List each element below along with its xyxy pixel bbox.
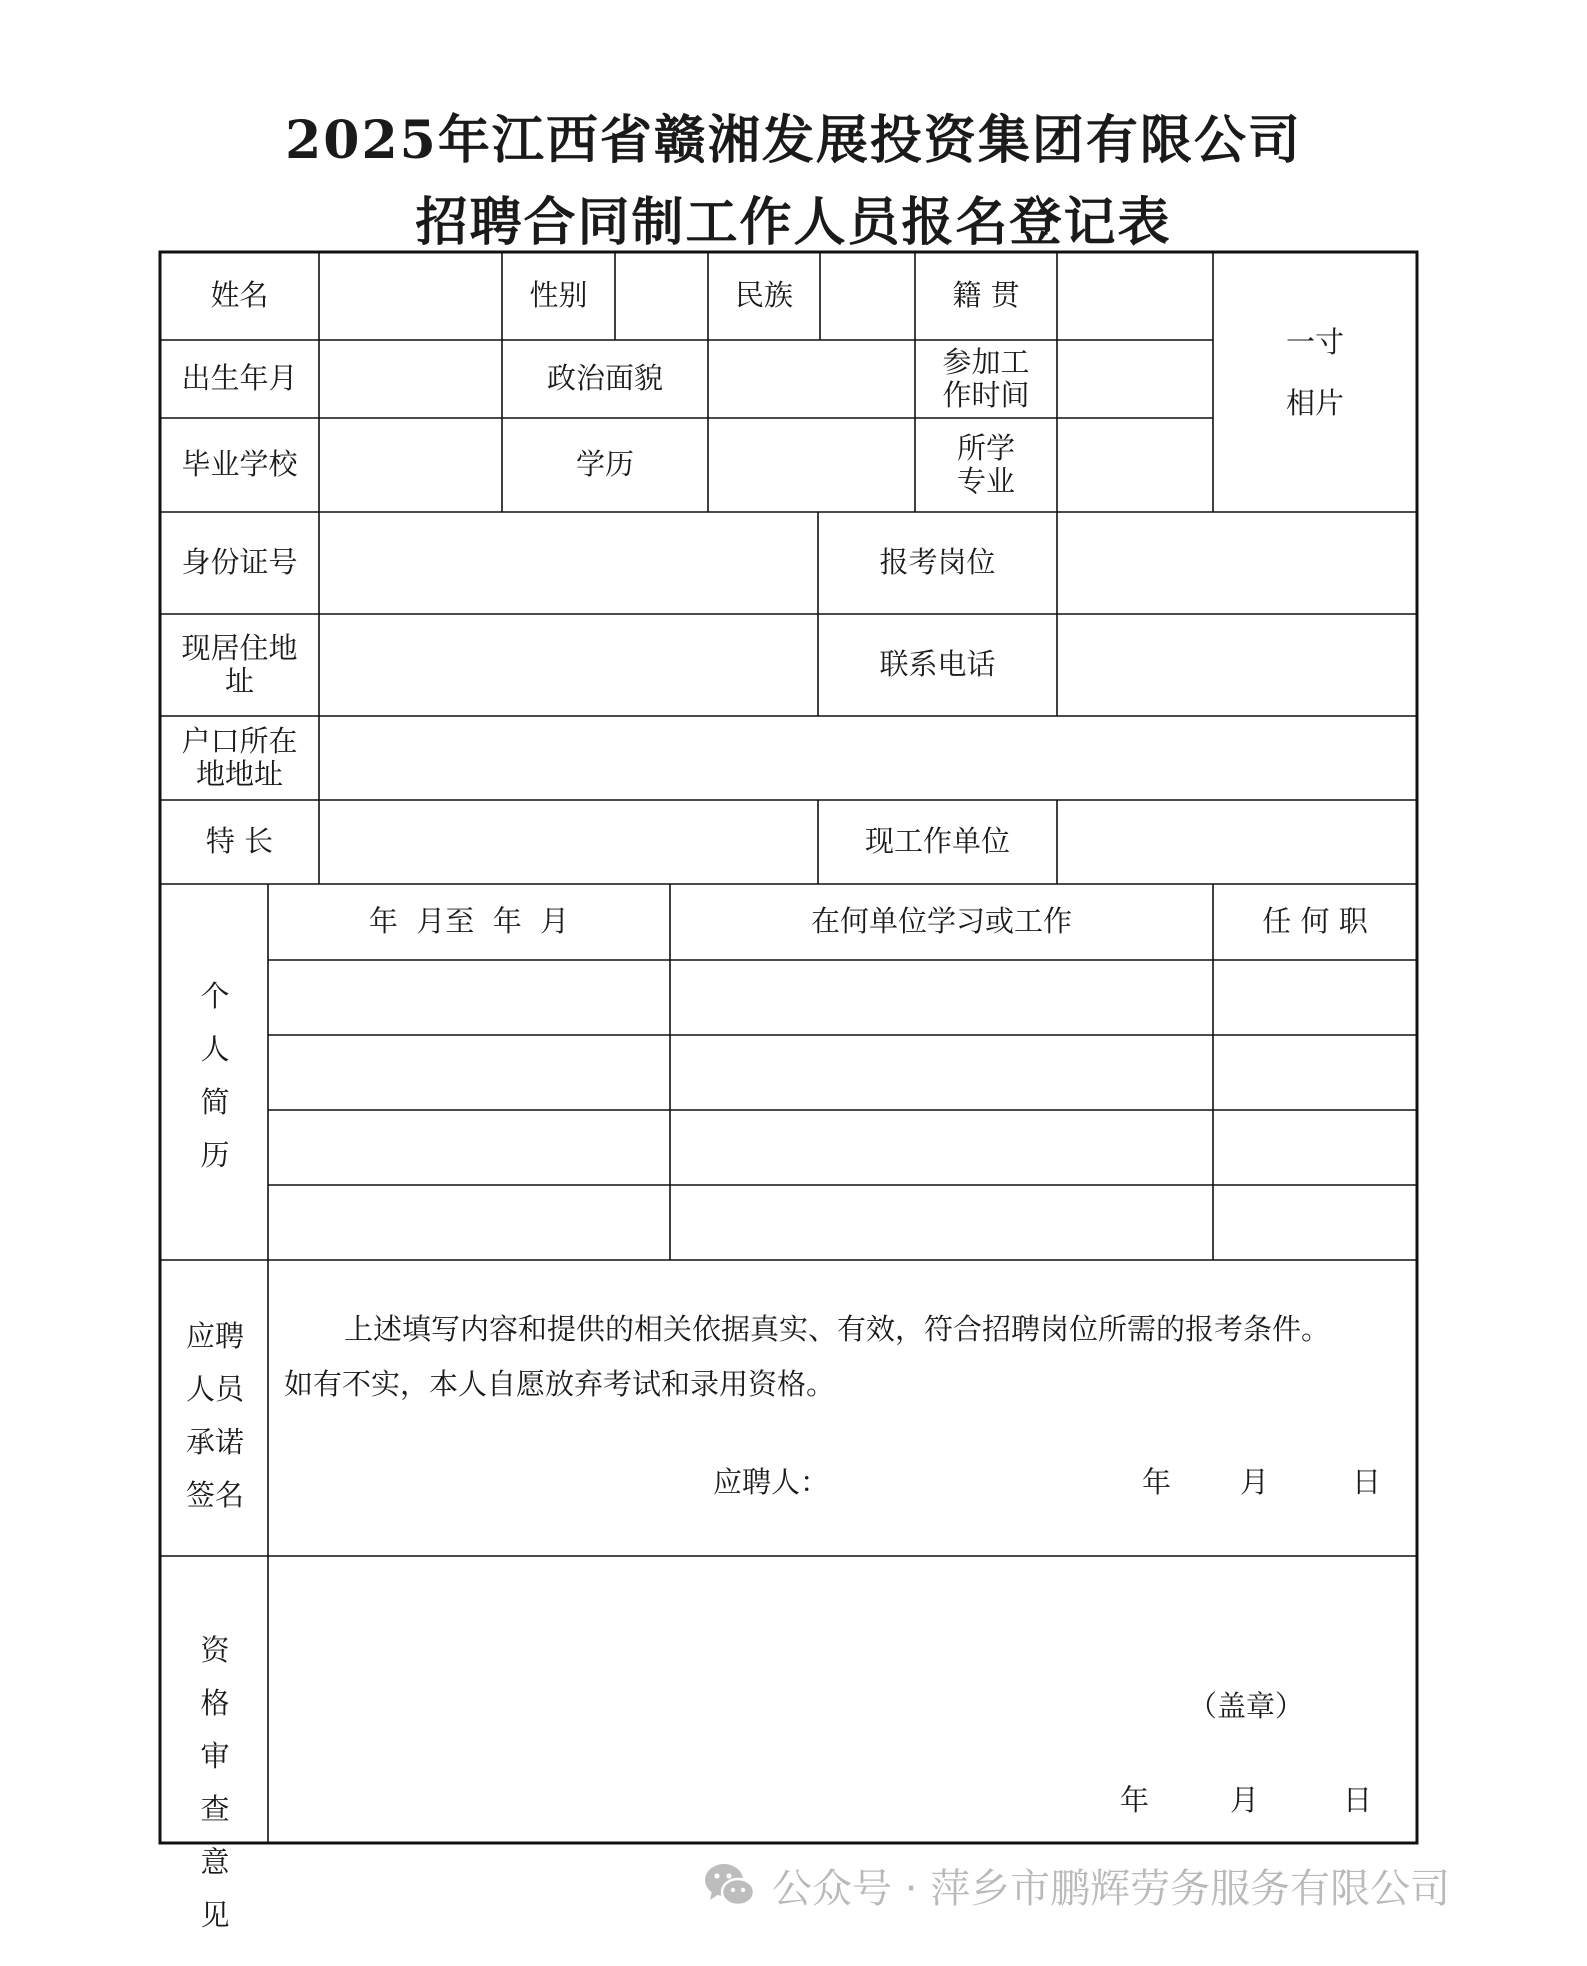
resume-row-where[interactable] (670, 960, 1213, 1035)
resume-row-where[interactable] (670, 1185, 1213, 1260)
review-day: 日 (1343, 1783, 1373, 1817)
watermark-text: 公众号 · 萍乡市鹏辉劳务服务有限公司 (772, 1866, 1451, 1912)
wechat-icon (702, 1858, 758, 1914)
label-ethnicity: 民族 (734, 278, 793, 313)
pledge-section-label: 应聘人员承诺签名 (185, 1319, 244, 1512)
pledge-signer-label: 应聘人： (713, 1465, 830, 1499)
resume-col-where: 在何单位学习或工作 (810, 904, 1072, 939)
resume-row-period[interactable] (268, 1110, 670, 1185)
input-employer[interactable] (1057, 800, 1417, 884)
review-month: 月 (1230, 1783, 1260, 1817)
input-work-start[interactable] (1057, 340, 1213, 418)
review-section-label: 资格审查意见 (200, 1633, 248, 1932)
review-stamp: （盖章） (1188, 1689, 1305, 1723)
review-year: 年 (1120, 1783, 1150, 1817)
pledge-year: 年 (1142, 1465, 1172, 1499)
input-address[interactable] (319, 614, 818, 716)
resume-row-role[interactable] (1213, 1110, 1417, 1185)
label-specialty: 特 长 (205, 824, 274, 859)
resume-row-role[interactable] (1213, 960, 1417, 1035)
label-political: 政治面貌 (546, 361, 663, 396)
label-id-number: 身份证号 (181, 545, 298, 580)
label-major: 所学专业 (956, 430, 1015, 498)
input-birth[interactable] (319, 340, 502, 418)
pledge-signature-field[interactable] (830, 1455, 1110, 1495)
resume-row-role[interactable] (1213, 1185, 1417, 1260)
label-name: 姓名 (210, 278, 269, 313)
label-phone: 联系电话 (879, 647, 996, 682)
input-major[interactable] (1057, 418, 1213, 512)
pledge-month: 月 (1240, 1465, 1270, 1499)
input-phone[interactable] (1057, 614, 1417, 716)
form-title-line2: 招聘合同制工作人员报名登记表 (415, 192, 1172, 253)
label-employer: 现工作单位 (864, 824, 1010, 859)
watermark (702, 1857, 1450, 1914)
form-title-line1: 2025年江西省赣湘发展投资集团有限公司 (285, 110, 1302, 171)
input-political[interactable] (708, 340, 915, 418)
label-position: 报考岗位 (879, 545, 996, 580)
input-name[interactable] (319, 252, 502, 340)
resume-row-period[interactable] (268, 1035, 670, 1110)
pledge-day: 日 (1352, 1465, 1382, 1499)
resume-row-period[interactable] (268, 960, 670, 1035)
input-position[interactable] (1057, 512, 1417, 614)
label-hukou: 户口所在地地址 (181, 723, 298, 791)
input-education[interactable] (708, 418, 915, 512)
photo-box[interactable] (1213, 252, 1417, 512)
input-ethnicity[interactable] (820, 252, 915, 340)
resume-row-period[interactable] (268, 1185, 670, 1260)
pledge-text-line2: 如有不实，本人自愿放弃考试和录用资格。 (284, 1367, 836, 1401)
label-address: 现居住地址 (181, 630, 298, 698)
input-id-number[interactable] (319, 512, 818, 614)
input-native-place[interactable] (1057, 252, 1213, 340)
resume-row-role[interactable] (1213, 1035, 1417, 1110)
input-school[interactable] (319, 418, 502, 512)
label-gender: 性别 (529, 278, 588, 313)
input-hukou[interactable] (319, 716, 1417, 800)
resume-row-where[interactable] (670, 1110, 1213, 1185)
photo-label-line1: 一寸 (1285, 325, 1344, 359)
resume-col-period: 年 月至 年 月 (368, 904, 570, 939)
resume-col-role: 任 何 职 (1262, 904, 1368, 939)
input-gender[interactable] (615, 252, 708, 340)
pledge-text-line1: 上述填写内容和提供的相关依据真实、有效，符合招聘岗位所需的报考条件。 (344, 1312, 1331, 1346)
label-work-start: 参加工作时间 (942, 344, 1030, 412)
resume-row-where[interactable] (670, 1035, 1213, 1110)
label-education: 学历 (575, 447, 634, 482)
photo-label-line2: 相片 (1285, 386, 1344, 421)
resume-section-label: 个人简历 (200, 979, 230, 1172)
label-native-place: 籍 贯 (952, 278, 1020, 313)
label-birth: 出生年月 (181, 361, 298, 396)
input-specialty[interactable] (319, 800, 818, 884)
label-school: 毕业学校 (181, 447, 298, 482)
